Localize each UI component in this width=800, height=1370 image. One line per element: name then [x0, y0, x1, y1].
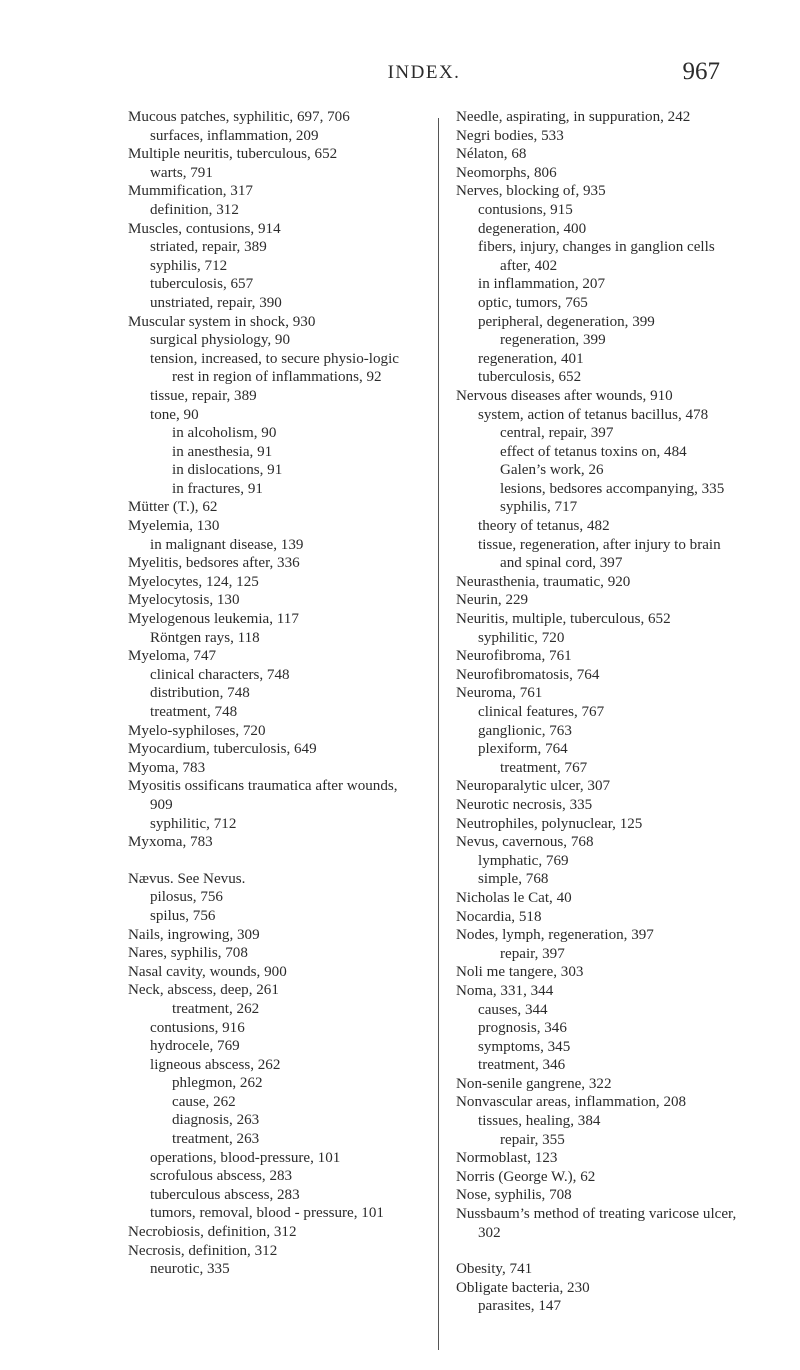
index-entry: tissues, healing, 384 — [478, 1113, 601, 1130]
index-entry: Myelocytosis, 130 — [128, 592, 240, 609]
index-entry: central, repair, 397 — [500, 425, 614, 442]
index-entry: syphilitic, 720 — [478, 629, 565, 646]
index-entry: Normoblast, 123 — [456, 1150, 558, 1167]
index-entry: warts, 791 — [150, 164, 213, 181]
index-entry: Nevus, cavernous, 768 — [456, 834, 594, 851]
index-entry: treatment, 263 — [172, 1131, 260, 1148]
index-entry: unstriated, repair, 390 — [150, 294, 282, 311]
index-entry: Nussbaum’s method of treating varicose ulcer, 302 — [456, 1206, 737, 1241]
index-entry: treatment, 346 — [478, 1057, 566, 1074]
index-entry: Myelogenous leukemia, 117 — [128, 611, 299, 628]
index-entry: Multiple neuritis, tuberculous, 652 — [128, 146, 338, 163]
index-entry: in alcoholism, 90 — [172, 425, 277, 442]
index-entry: hydrocele, 769 — [150, 1038, 240, 1055]
index-entry: tumors, removal, blood - pressure, 101 — [150, 1205, 384, 1222]
page-title: INDEX. — [387, 62, 461, 83]
index-entry: tension, increased, to secure physio-logic rest in region of inflammations, 92 — [150, 350, 399, 386]
index-entry: Nodes, lymph, regeneration, 397 — [456, 927, 654, 944]
column-divider — [438, 118, 439, 1350]
index-entry: contusions, 915 — [478, 201, 573, 218]
index-entry: degeneration, 400 — [478, 220, 587, 237]
index-entry: Röntgen rays, 118 — [150, 629, 260, 646]
index-entry: ligneous abscess, 262 — [150, 1056, 281, 1073]
index-entry: Nævus. See Nevus. — [128, 870, 246, 887]
index-entry: parasites, 147 — [478, 1298, 561, 1315]
index-entry: in malignant disease, 139 — [150, 536, 304, 553]
index-entry: Nails, ingrowing, 309 — [128, 926, 260, 943]
index-entry: Myoma, 783 — [128, 759, 206, 776]
index-entry: tuberculosis, 657 — [150, 276, 254, 293]
index-entry: Muscular system in shock, 930 — [128, 313, 316, 330]
index-entry: peripheral, degeneration, 399 — [478, 313, 655, 330]
index-entry: Nasal cavity, wounds, 900 — [128, 963, 287, 980]
index-entry: spilus, 756 — [150, 907, 216, 924]
index-entry: syphilitic, 712 — [150, 815, 237, 832]
page-number: 967 — [682, 58, 720, 85]
running-head — [128, 58, 720, 98]
index-entry: simple, 768 — [478, 871, 549, 888]
index-entry: repair, 355 — [500, 1131, 565, 1148]
index-entry: Nervous diseases after wounds, 910 — [456, 387, 673, 404]
index-entry: treatment, 767 — [500, 759, 588, 776]
index-entry: Neuritis, multiple, tuberculous, 652 — [456, 611, 671, 628]
index-entry: surgical physiology, 90 — [150, 332, 291, 349]
index-entry: Negri bodies, 533 — [456, 127, 564, 144]
index-entry: tissue, regeneration, after injury to brain and spinal cord, 397 — [478, 536, 721, 572]
index-entry: Myositis ossificans traumatica after wounds, 909 — [128, 778, 398, 813]
index-entry: Galen’s work, 26 — [500, 462, 604, 479]
index-entry: distribution, 748 — [150, 685, 250, 702]
index-entry: definition, 312 — [150, 201, 239, 218]
index-entry: lymphatic, 769 — [478, 852, 569, 869]
index-entry: symptoms, 345 — [478, 1038, 571, 1055]
index-entry: in fractures, 91 — [172, 480, 263, 497]
index-entry: lesions, bedsores accompanying, 335 — [500, 480, 725, 497]
index-entry: tone, 90 — [150, 406, 199, 423]
index-entry: surfaces, inflammation, 209 — [150, 127, 319, 144]
index-entry: Myelemia, 130 — [128, 518, 220, 535]
index-entry: phlegmon, 262 — [172, 1075, 263, 1092]
index-entry: optic, tumors, 765 — [478, 294, 588, 311]
index-entry: Nocardia, 518 — [456, 908, 542, 925]
index-entry: treatment, 748 — [150, 704, 238, 720]
index-entry: Noli me tangere, 303 — [456, 964, 584, 981]
index-entry: Myelocytes, 124, 125 — [128, 573, 259, 590]
index-entry: tuberculous abscess, 283 — [150, 1186, 300, 1203]
index-entry: Nerves, blocking of, 935 — [456, 183, 606, 200]
index-entry: Neurotic necrosis, 335 — [456, 796, 593, 813]
index-entry: Norris (George W.), 62 — [456, 1168, 596, 1185]
index-entry: Mucous patches, syphilitic, 697, 706 — [128, 109, 350, 125]
index-entry: effect of tetanus toxins on, 484 — [500, 443, 687, 460]
index-entry: regeneration, 401 — [478, 350, 584, 367]
index-entry: Nares, syphilis, 708 — [128, 945, 248, 962]
index-entry: Non-senile gangrene, 322 — [456, 1075, 612, 1092]
index-entry: Neck, abscess, deep, 261 — [128, 982, 279, 999]
index-entry: Myocardium, tuberculosis, 649 — [128, 741, 317, 758]
index-entry: operations, blood-pressure, 101 — [150, 1149, 341, 1166]
index-entry: Mütter (T.), 62 — [128, 499, 218, 516]
index-entry: syphilis, 717 — [500, 499, 578, 516]
index-entry: Needle, aspirating, in suppuration, 242 — [456, 109, 691, 125]
index-entry: syphilis, 712 — [150, 257, 228, 274]
index-entry: Nonvascular areas, inflammation, 208 — [456, 1094, 687, 1111]
index-entry: pilosus, 756 — [150, 889, 223, 906]
index-column-right — [456, 108, 744, 1316]
index-entry: Necrobiosis, definition, 312 — [128, 1224, 297, 1241]
index-entry: clinical features, 767 — [478, 704, 605, 720]
index-entry: Myxoma, 783 — [128, 834, 213, 851]
index-entry: Necrosis, definition, 312 — [128, 1242, 278, 1259]
index-column-left — [128, 108, 416, 1279]
index-entry: fibers, injury, changes in ganglion cells after, 402 — [478, 239, 715, 274]
index-entry: Myelitis, bedsores after, 336 — [128, 555, 300, 572]
index-entry: Neuroma, 761 — [456, 685, 543, 702]
index-entry: treatment, 262 — [172, 1000, 260, 1017]
index-entry: Nicholas le Cat, 40 — [456, 889, 572, 906]
index-entry: system, action of tetanus bacillus, 478 — [478, 406, 709, 423]
index-entry: Obligate bacteria, 230 — [456, 1279, 590, 1296]
index-entry: cause, 262 — [172, 1093, 236, 1110]
index-entry: Nélaton, 68 — [456, 146, 527, 163]
index-entry: Neutrophiles, polynuclear, 125 — [456, 815, 643, 832]
index-entry: Neuroparalytic ulcer, 307 — [456, 778, 611, 795]
index-entry: Neurasthenia, traumatic, 920 — [456, 573, 631, 590]
index-entry: regeneration, 399 — [500, 332, 606, 349]
index-entry: striated, repair, 389 — [150, 239, 267, 256]
index-entry: Myelo-syphiloses, 720 — [128, 722, 266, 739]
index-entry: Nose, syphilis, 708 — [456, 1187, 572, 1204]
index-entry: in dislocations, 91 — [172, 462, 283, 479]
index-entry: Neurin, 229 — [456, 592, 529, 609]
index-entry: Mummification, 317 — [128, 183, 253, 200]
index-entry: diagnosis, 263 — [172, 1112, 260, 1129]
index-entry: causes, 344 — [478, 1001, 548, 1018]
index-entry: prognosis, 346 — [478, 1020, 567, 1037]
index-entry: Neomorphs, 806 — [456, 164, 557, 181]
index-entry: tuberculosis, 652 — [478, 369, 582, 386]
index-entry: in inflammation, 207 — [478, 276, 606, 293]
index-entry: ganglionic, 763 — [478, 722, 572, 739]
index-entry: Neurofibroma, 761 — [456, 648, 572, 665]
index-entry: tissue, repair, 389 — [150, 387, 257, 404]
index-entry: Myeloma, 747 — [128, 648, 217, 665]
index-entry: Muscles, contusions, 914 — [128, 220, 281, 237]
index-entry: plexiform, 764 — [478, 741, 568, 758]
index-entry: neurotic, 335 — [150, 1261, 230, 1278]
index-entry: clinical characters, 748 — [150, 666, 290, 683]
index-entry: Obesity, 741 — [456, 1261, 533, 1278]
index-entry: Noma, 331, 344 — [456, 982, 554, 999]
index-entry: scrofulous abscess, 283 — [150, 1168, 293, 1185]
index-entry: contusions, 916 — [150, 1019, 245, 1036]
index-entry: in anesthesia, 91 — [172, 443, 273, 460]
index-entry: repair, 397 — [500, 945, 565, 962]
index-entry: Neurofibromatosis, 764 — [456, 666, 600, 683]
index-entry: theory of tetanus, 482 — [478, 518, 610, 535]
